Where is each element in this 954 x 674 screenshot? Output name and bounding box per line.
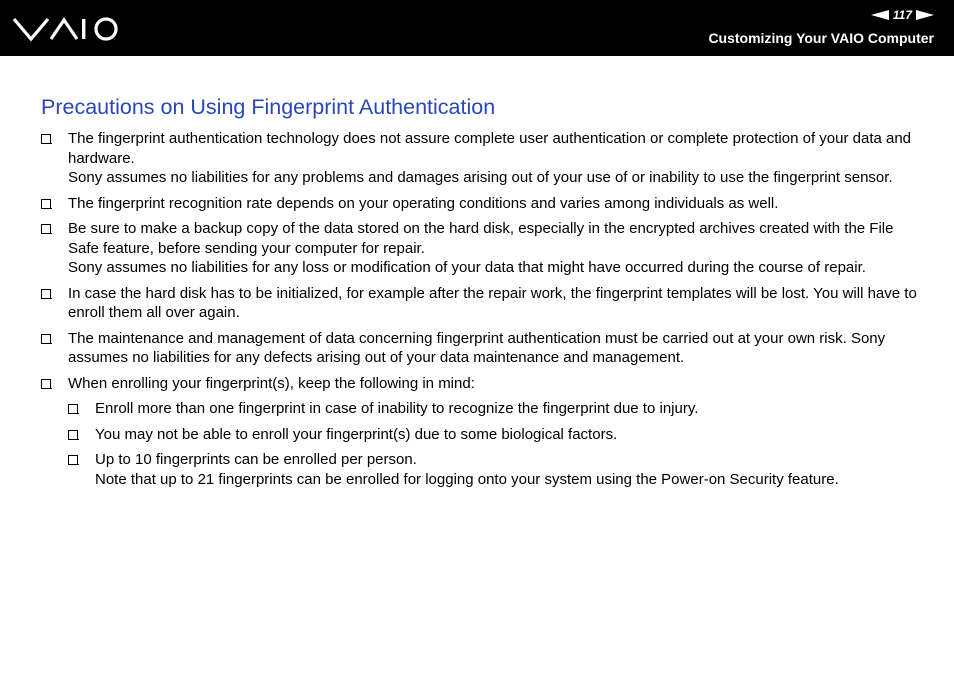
page-title: Precautions on Using Fingerprint Authentication (41, 95, 496, 119)
item-note: Sony assumes no liabilities for any problems and damages arising out of your use of or inability to use the fingerprint sensor. (68, 169, 893, 186)
sub-list-item (68, 425, 921, 445)
page-number: 117 (892, 8, 912, 22)
item-text: The fingerprint recognition rate depends on your operating conditions and varies among individuals as well. (68, 194, 779, 212)
checkbox-bullet-icon (41, 199, 51, 209)
page-navigation (871, 7, 934, 23)
checkbox-bullet-icon (68, 430, 78, 440)
checkbox-bullet-icon (68, 455, 78, 465)
list-item (41, 284, 921, 323)
subitem-text: You may not be able to enroll your fingerprint(s) due to some biological factors. (95, 425, 618, 443)
subitem-note: Note that up to 21 fingerprints can be enrolled for logging onto your system using the Power-on Security feature. (95, 470, 839, 488)
list-item (41, 129, 921, 188)
checkbox-bullet-icon (41, 289, 51, 299)
section-title: Customizing Your VAIO Computer (708, 30, 934, 46)
checkbox-bullet-icon (68, 404, 78, 414)
subitem-text: Up to 10 fingerprints can be enrolled per person. (95, 451, 417, 468)
header-bar (0, 0, 954, 56)
sub-list-item (68, 450, 921, 489)
item-text: The fingerprint authentication technology does not assure complete user authentication or complete protection of your data and hardware. (68, 130, 912, 167)
list-item (41, 219, 921, 278)
checkbox-bullet-icon (41, 334, 51, 344)
checkbox-bullet-icon (41, 224, 51, 234)
list-item (41, 329, 921, 368)
checkbox-bullet-icon (41, 379, 51, 389)
precautions-list (41, 129, 921, 495)
item-text: In case the hard disk has to be initialized, for example after the repair work, the fingerprint templates will be lost. You will have to enroll them all over again. (68, 284, 917, 321)
vaio-logo (12, 15, 122, 43)
sub-list-item (68, 399, 921, 419)
item-text: The maintenance and management of data concerning fingerprint authentication must be carried out at your own risk. Sony assumes no liabilities for any defects arising out of your data maintenance and management. (68, 329, 886, 366)
left-arrow-icon[interactable] (871, 10, 889, 20)
subitem-text: Enroll more than one fingerprint in case of inability to recognize the fingerprint due to injury. (95, 400, 699, 417)
right-arrow-icon[interactable] (916, 10, 934, 20)
item-note: Sony assumes no liabilities for any loss or modification of your data that might have occurred during the course of repair. (68, 259, 866, 276)
item-text: Be sure to make a backup copy of the data stored on the hard disk, especially in the encrypted archives created with the File Safe feature, before sending your computer for repair. (68, 220, 894, 257)
checkbox-bullet-icon (41, 134, 51, 144)
item-text: When enrolling your fingerprint(s), keep the following in mind: (68, 374, 475, 392)
list-item (41, 374, 921, 394)
list-item (41, 194, 921, 214)
